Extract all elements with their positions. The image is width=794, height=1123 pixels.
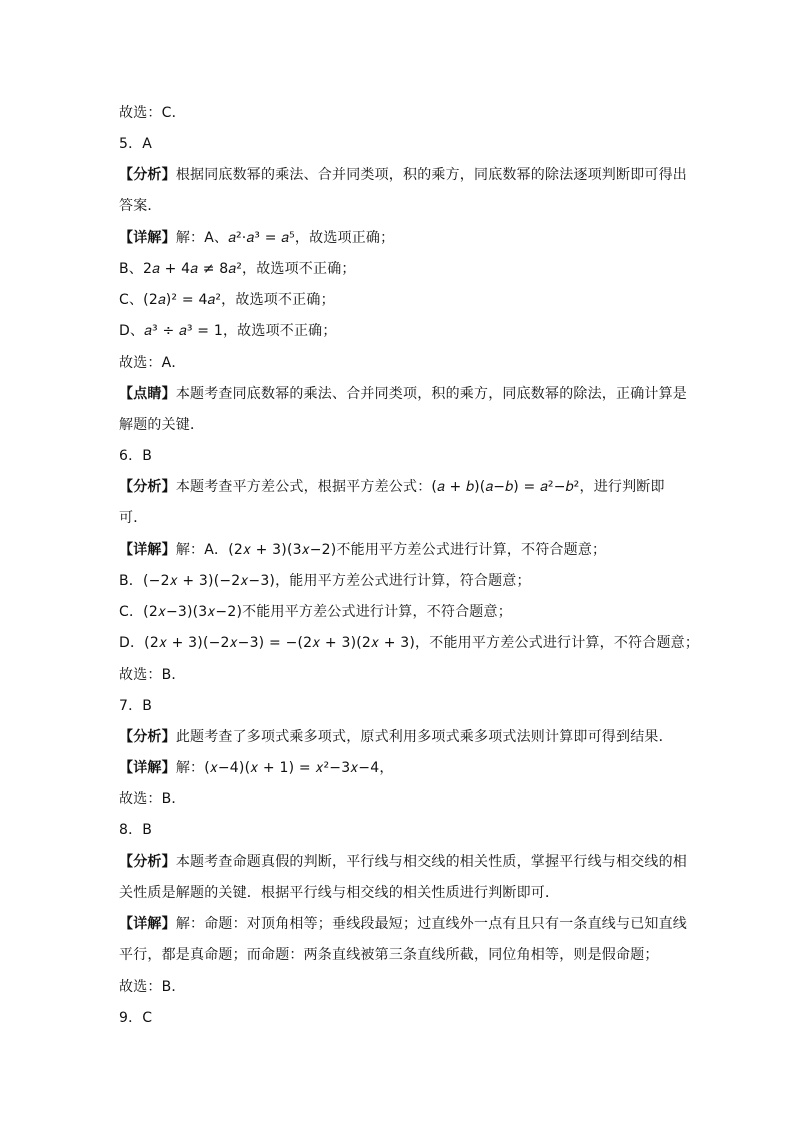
section-label: 【分析】	[119, 167, 176, 183]
answer-number	[119, 696, 679, 716]
section-label: 【详解】	[119, 542, 176, 558]
text-line	[119, 103, 679, 123]
line-text: 答案．	[119, 198, 162, 214]
text-line	[119, 758, 679, 778]
text-line	[119, 571, 679, 591]
text-line	[119, 259, 679, 279]
section-label: 【点睛】	[119, 386, 176, 402]
text-line	[119, 508, 679, 528]
text-line	[119, 540, 679, 560]
text-line	[119, 290, 679, 310]
answer-number	[119, 134, 679, 154]
line-text: 7．B	[119, 698, 153, 714]
line-text: 解：(𝑥−4)(𝑥 + 1) = 𝑥²−3𝑥−4，	[175, 760, 394, 776]
text-line	[119, 789, 679, 809]
line-text: 解题的关键．	[119, 417, 205, 433]
text-line	[119, 477, 679, 497]
text-line	[119, 977, 679, 997]
section-label: 【详解】	[119, 916, 176, 932]
line-text: 解：命题：对顶角相等；垂线段最短；过直线外一点有且只有一条直线与已知直线	[175, 916, 688, 932]
line-text: 根据同底数幂的乘法、合并同类项，积的乘方，同底数幂的除法逐项判断即可得出	[175, 167, 688, 183]
text-line	[119, 228, 679, 248]
line-text: 5．A	[119, 136, 153, 152]
line-text: 本题考查同底数幂的乘法、合并同类项，积的乘方，同底数幂的除法，正确计算是	[175, 386, 688, 402]
line-text: 此题考查了多项式乘多项式，原式利用多项式乘多项式法则计算即可得到结果．	[175, 729, 673, 745]
text-line	[119, 945, 679, 965]
text-line	[119, 415, 679, 435]
line-text: B、2𝑎 + 4𝑎 ≠ 8𝑎²，故选项不正确；	[119, 261, 356, 277]
line-text: 故选：B．	[119, 979, 186, 995]
line-text: C、(2𝑎)² = 4𝑎²，故选项不正确；	[119, 292, 335, 308]
answer-number	[119, 820, 679, 840]
line-text: 解：A、𝑎²·𝑎³ = 𝑎⁵，故选项正确；	[175, 230, 395, 246]
line-text: 平行，都是真命题；而命题：两条直线被第三条直线所截，同位角相等，则是假命题；	[119, 947, 659, 963]
text-line	[119, 196, 679, 216]
line-text: D、𝑎³ ÷ 𝑎³ = 1，故选项不正确；	[119, 323, 337, 339]
text-line	[119, 321, 679, 341]
text-line	[119, 727, 679, 747]
section-label: 【分析】	[119, 729, 176, 745]
text-line	[119, 883, 679, 903]
line-text: 本题考查命题真假的判断，平行线与相交线的相关性质，掌握平行线与相交线的相	[175, 854, 688, 870]
line-text: 可．	[119, 510, 148, 526]
line-text: B．(−2𝑥 + 3)(−2𝑥−3)，能用平方差公式进行计算，符合题意；	[119, 573, 531, 589]
text-line	[119, 165, 688, 185]
answer-number	[119, 446, 679, 466]
line-text: 故选：B．	[119, 791, 186, 807]
text-line	[119, 602, 679, 622]
line-text: 本题考查平方差公式，根据平方差公式：(𝑎 + 𝑏)(𝑎−𝑏) = 𝑎²−𝑏²，进行判断即	[175, 479, 665, 495]
text-line	[119, 852, 688, 872]
line-text: 9．C	[119, 1010, 153, 1026]
section-label: 【分析】	[119, 479, 176, 495]
line-text: D．(2𝑥 + 3)(−2𝑥−3) = −(2𝑥 + 3)(2𝑥 + 3)，不能用平方差公式进行计算，不符合题意；	[119, 635, 700, 651]
line-text: 6．B	[119, 448, 153, 464]
text-line	[119, 353, 679, 373]
section-label: 【详解】	[119, 760, 176, 776]
line-text: 故选：B．	[119, 667, 186, 683]
text-line	[119, 914, 688, 934]
section-label: 【详解】	[119, 230, 176, 246]
line-text: 故选：A．	[119, 355, 186, 371]
answer-number	[119, 1008, 679, 1028]
section-label: 【分析】	[119, 854, 176, 870]
text-line	[119, 384, 688, 404]
line-text: 关性质是解题的关键．根据平行线与相交线的相关性质进行判断即可．	[119, 885, 560, 901]
line-text: 8．B	[119, 822, 153, 838]
line-text: 故选：C．	[119, 105, 186, 121]
line-text: 解：A．(2𝑥 + 3)(3𝑥−2)不能用平方差公式进行计算，不符合题意；	[175, 542, 607, 558]
text-line	[119, 633, 700, 653]
text-line	[119, 665, 679, 685]
line-text: C．(2𝑥−3)(3𝑥−2)不能用平方差公式进行计算，不符合题意；	[119, 604, 512, 620]
